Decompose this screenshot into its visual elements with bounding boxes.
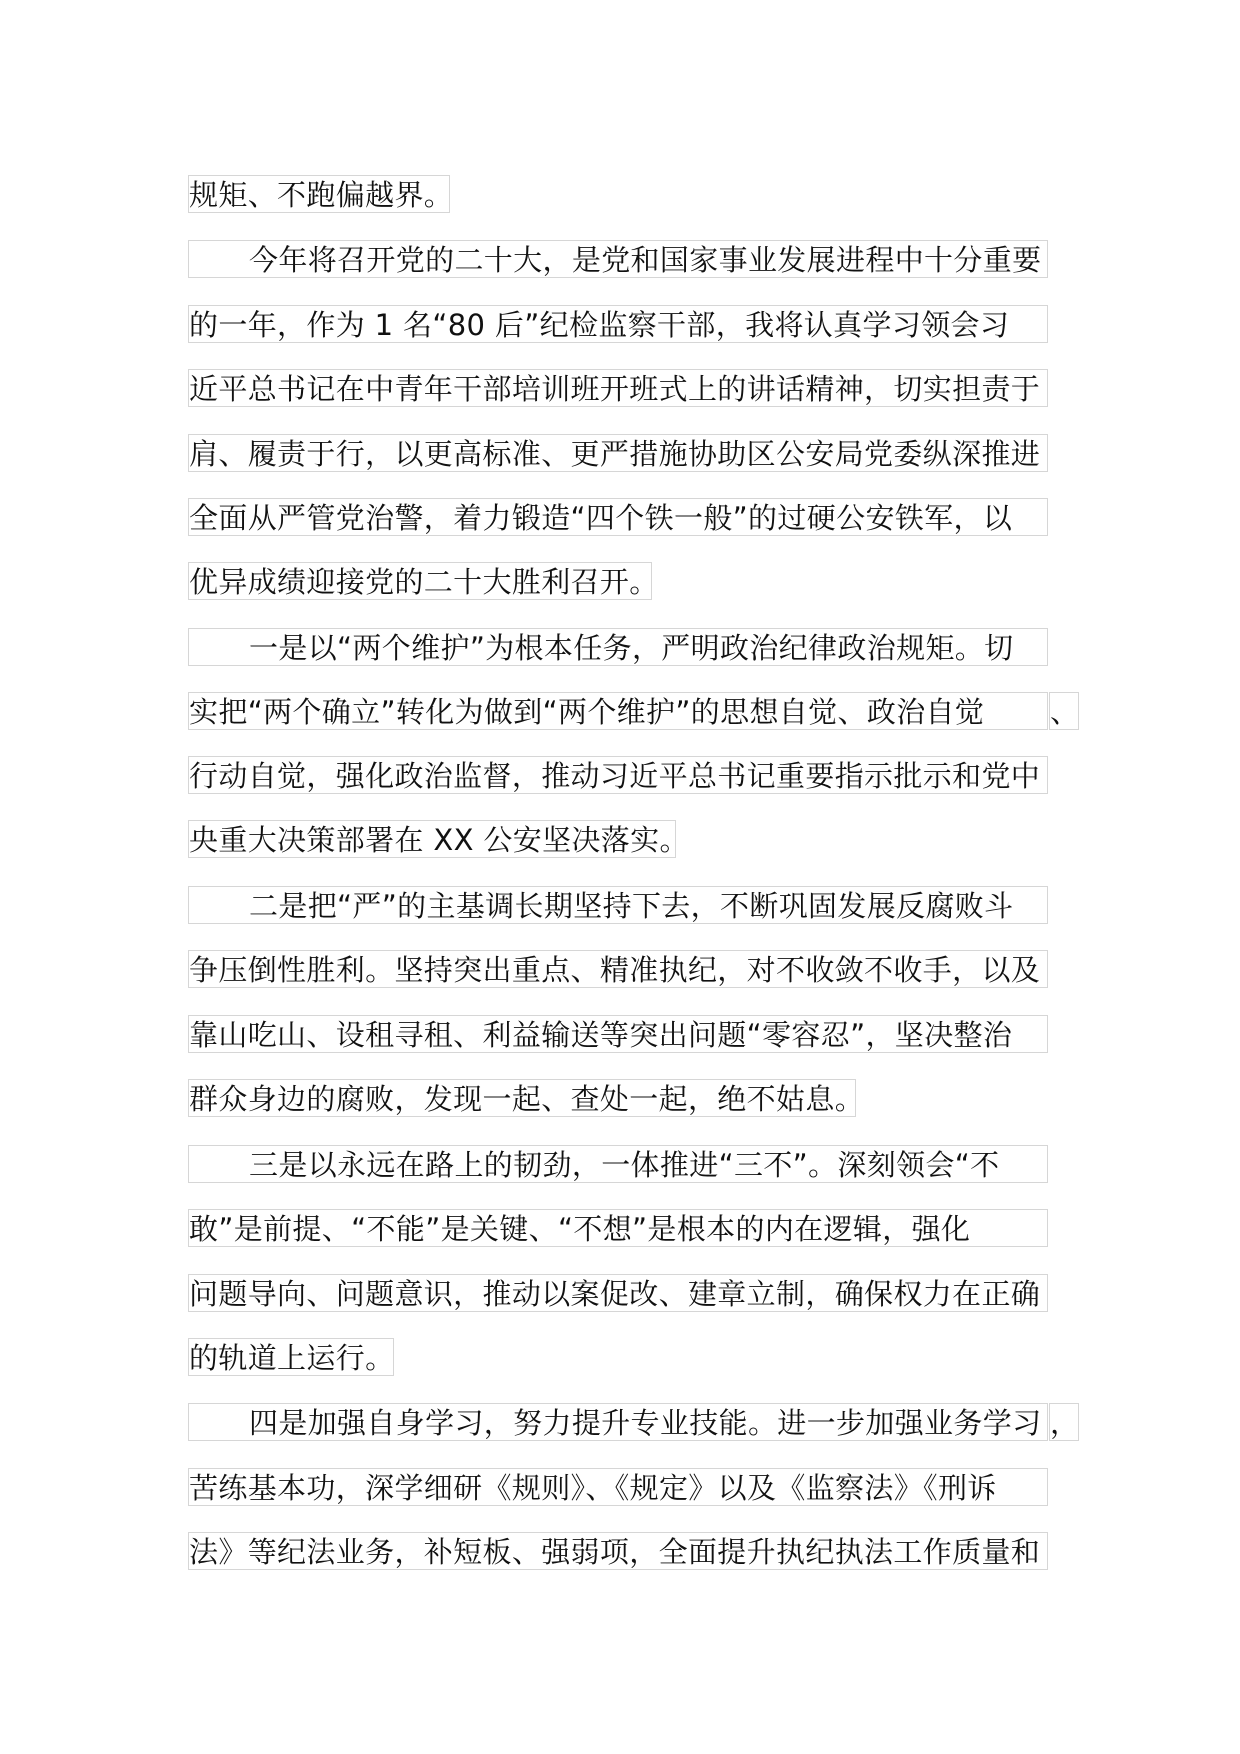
text-line: 法》等纪法业务，补短板、强弱项，全面提升执纪执法工作质量和	[188, 1532, 1048, 1570]
text-line: 靠山吃山、设租寻租、利益输送等突出问题“零容忍”，坚决整治	[188, 1015, 1048, 1053]
text-line: 近平总书记在中青年干部培训班开班式上的讲话精神，切实担责于	[188, 369, 1048, 407]
text-line: 全面从严管党治警，着力锻造“四个铁一般”的过硬公安铁军，以	[188, 498, 1048, 536]
paragraph-first-line: 二是把“严”的主基调长期坚持下去，不断巩固发展反腐败斗	[188, 886, 1048, 924]
text-line: 苦练基本功，深学细研《规则》、《规定》以及《监察法》《刑诉	[188, 1468, 1048, 1506]
text-line: 实把“两个确立”转化为做到“两个维护”的思想自觉、政治自觉	[188, 692, 1048, 730]
paragraph-first-line: 三是以永远在路上的韧劲，一体推进“三不”。深刻领会“不	[188, 1145, 1048, 1183]
overflow-punctuation: ，	[1049, 1403, 1079, 1441]
text-line: 肩、履责于行，以更高标准、更严措施协助区公安局党委纵深推进	[188, 434, 1048, 472]
paragraph-first-line: 四是加强自身学习，努力提升专业技能。进一步加强业务学习	[188, 1403, 1048, 1441]
text-line: 规矩、不跑偏越界。	[188, 175, 450, 213]
text-line: 的轨道上运行。	[188, 1338, 394, 1376]
text-line: 行动自觉，强化政治监督，推动习近平总书记重要指示批示和党中	[188, 756, 1048, 794]
text-line: 问题导向、问题意识，推动以案促改、建章立制，确保权力在正确	[188, 1274, 1048, 1312]
paragraph-first-line: 一是以“两个维护”为根本任务，严明政治纪律政治规矩。切	[188, 628, 1048, 666]
text-line: 敢”是前提、“不能”是关键、“不想”是根本的内在逻辑，强化	[188, 1209, 1048, 1247]
text-line: 优异成绩迎接党的二十大胜利召开。	[188, 562, 652, 600]
text-line: 央重大决策部署在 XX 公安坚决落实。	[188, 820, 676, 858]
paragraph-first-line: 今年将召开党的二十大，是党和国家事业发展进程中十分重要	[188, 240, 1048, 278]
text-line: 争压倒性胜利。坚持突出重点、精准执纪，对不收敛不收手，以及	[188, 950, 1048, 988]
text-line: 群众身边的腐败，发现一起、查处一起，绝不姑息。	[188, 1079, 856, 1117]
text-line: 的一年，作为 1 名“80 后”纪检监察干部，我将认真学习领会习	[188, 305, 1048, 343]
overflow-punctuation: 、	[1049, 692, 1079, 730]
